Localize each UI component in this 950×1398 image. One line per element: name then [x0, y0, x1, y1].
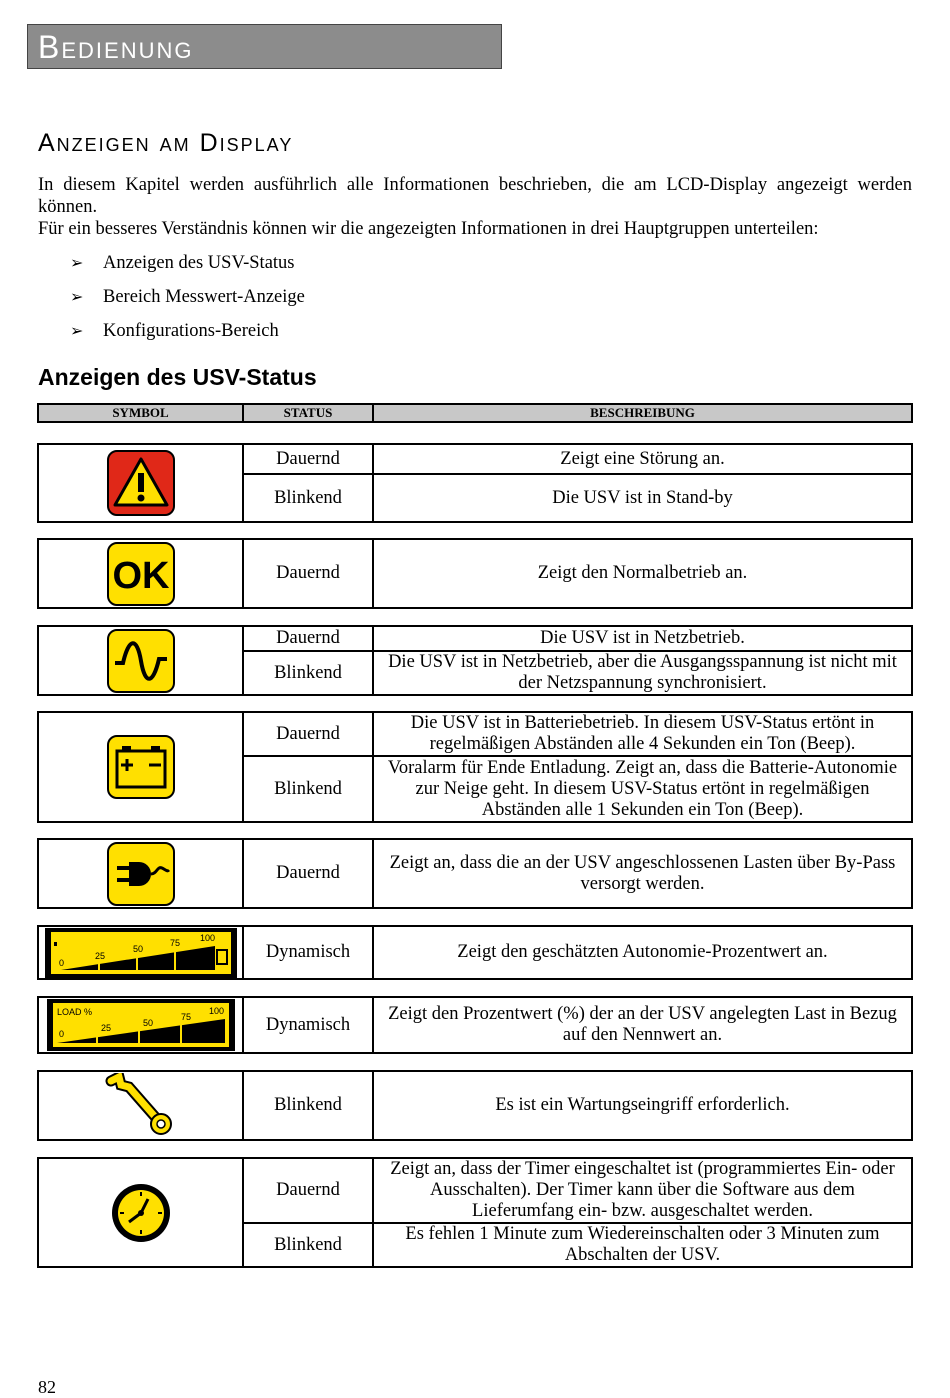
svg-text:75: 75	[180, 1012, 191, 1022]
table-header	[37, 403, 913, 423]
status-group	[37, 538, 913, 609]
header-symbol: SYMBOL	[39, 405, 244, 421]
description-cell: Die USV ist in Netzbetrieb.	[540, 628, 745, 648]
arrow-bullet-icon: ➢	[70, 287, 84, 306]
load-level-bar-icon	[47, 999, 235, 1051]
status-group	[37, 625, 913, 696]
table-row	[244, 540, 911, 607]
status-group	[37, 925, 913, 980]
section-title: Anzeigen am Display	[38, 129, 294, 157]
symbol-cell	[39, 1159, 244, 1266]
ok-icon	[107, 542, 175, 606]
description-cell: Es ist ein Wartungseingriff erforderlich.	[495, 1095, 790, 1115]
symbol-cell	[39, 840, 244, 907]
status-cell: Blinkend	[244, 757, 374, 821]
svg-text:LOAD %: LOAD %	[56, 1007, 92, 1017]
description-cell: Zeigt den Normalbetrieb an.	[537, 563, 748, 583]
status-cell: Blinkend	[244, 652, 374, 694]
svg-text:0: 0	[58, 957, 64, 968]
table-row	[244, 650, 911, 694]
chapter-banner: Bedienung	[27, 24, 502, 69]
status-cell: Dauernd	[244, 445, 374, 473]
warning-icon	[107, 450, 175, 516]
svg-text:50: 50	[142, 1018, 153, 1028]
subsection-title: Anzeigen des USV-Status	[38, 364, 317, 390]
status-cell: Blinkend	[244, 1072, 374, 1139]
table-row	[244, 927, 911, 978]
status-cell: Dauernd	[244, 627, 374, 650]
table-row	[244, 473, 911, 521]
svg-text:25: 25	[100, 1023, 111, 1033]
symbol-cell	[39, 627, 244, 694]
description-cell: Voralarm für Ende Entladung. Zeigt an, dass die Batterie-Autonomie zur Neige geht. In diesem USV-Status ertönt in regelmäßigen Abständen alle 1 Sekunden ein Ton (Beep).	[387, 757, 898, 820]
status-group	[37, 996, 913, 1054]
description-cell: Die USV ist in Netzbetrieb, aber die Ausgangsspannung ist nicht mit der Netzspannung synchronisiert.	[388, 652, 897, 693]
status-cell: Dauernd	[244, 713, 374, 755]
symbol-cell	[39, 1072, 244, 1139]
description-cell: Zeigt an, dass die an der USV angeschlossenen Lasten über By-Pass versorgt werden.	[389, 852, 896, 894]
status-group	[37, 1070, 913, 1141]
symbol-cell	[39, 445, 244, 521]
description-cell: Es fehlen 1 Minute zum Wiedereinschalten oder 3 Minuten zum Abschalten der USV.	[405, 1224, 880, 1265]
description-cell: Zeigt den Prozentwert (%) der an der USV angelegten Last in Bezug auf den Nennwert an.	[388, 1004, 897, 1045]
status-cell: Dauernd	[244, 540, 374, 607]
svg-text:100: 100	[208, 1006, 224, 1016]
symbol-cell	[39, 998, 244, 1052]
battery-icon	[107, 735, 175, 799]
svg-text:OK: OK	[112, 554, 169, 597]
svg-text:0: 0	[58, 1029, 64, 1039]
table-row	[244, 1159, 911, 1222]
table-row	[244, 713, 911, 755]
status-group	[37, 443, 913, 523]
status-cell: Dynamisch	[244, 927, 374, 978]
status-cell: Dauernd	[244, 1159, 374, 1222]
svg-text:100: 100	[199, 932, 215, 943]
svg-text:25: 25	[94, 950, 105, 961]
timer-clock-icon	[110, 1182, 172, 1244]
page-number: 82	[38, 1377, 56, 1397]
description-cell: Die USV ist in Batteriebetrieb. In diesem USV-Status ertönt in regelmäßigen Abständen alle 4 Sekunden ein Ton (Beep).	[410, 713, 875, 755]
status-group	[37, 838, 913, 909]
bypass-plug-icon	[107, 842, 175, 906]
table-row	[244, 445, 911, 473]
list-item: ➢ Anzeigen des USV-Status	[70, 252, 305, 286]
arrow-bullet-icon: ➢	[70, 321, 84, 340]
status-group	[37, 711, 913, 823]
table-row	[244, 755, 911, 821]
status-cell: Dauernd	[244, 840, 374, 907]
intro-paragraph: Für ein besseres Verständnis können wir die angezeigten Informationen in drei Hauptgruppen unterteilen:	[38, 219, 819, 239]
table-row	[244, 1072, 911, 1139]
battery-level-bar-icon	[45, 928, 237, 978]
status-cell: Blinkend	[244, 1224, 374, 1266]
intro-paragraph: In diesem Kapitel werden ausführlich alle Informationen beschrieben, die am LCD-Display angezeigt werden können.	[38, 175, 912, 217]
description-cell: Die USV ist in Stand-by	[552, 487, 733, 508]
svg-text:50: 50	[132, 943, 143, 954]
header-description: BESCHREIBUNG	[590, 405, 695, 420]
description-cell: Zeigt den geschätzten Autonomie-Prozentwert an.	[457, 942, 828, 962]
list-item: ➢ Konfigurations-Bereich	[70, 320, 305, 354]
table-row	[244, 998, 911, 1052]
header-status: STATUS	[244, 405, 374, 421]
description-cell: Zeigt eine Störung an.	[560, 448, 725, 469]
description-cell: Zeigt an, dass der Timer eingeschaltet ist (programmiertes Ein- oder Ausschalten). Der Timer kann über die Software aus dem Lieferumfang ein- bzw. ausgeschaltet werden.	[390, 1159, 895, 1221]
symbol-cell	[39, 540, 244, 607]
status-cell: Dynamisch	[244, 998, 374, 1052]
symbol-cell	[39, 927, 244, 978]
table-row	[244, 627, 911, 650]
status-cell: Blinkend	[244, 475, 374, 521]
svg-text:75: 75	[169, 937, 180, 948]
table-row	[244, 1222, 911, 1266]
symbol-cell	[39, 713, 244, 821]
wrench-icon	[101, 1073, 181, 1139]
ac-wave-icon	[107, 629, 175, 693]
status-group	[37, 1157, 913, 1268]
group-list	[70, 252, 305, 354]
intro-text	[38, 174, 912, 240]
table-row	[244, 840, 911, 907]
list-item: ➢ Bereich Messwert-Anzeige	[70, 286, 305, 320]
arrow-bullet-icon: ➢	[70, 253, 84, 272]
